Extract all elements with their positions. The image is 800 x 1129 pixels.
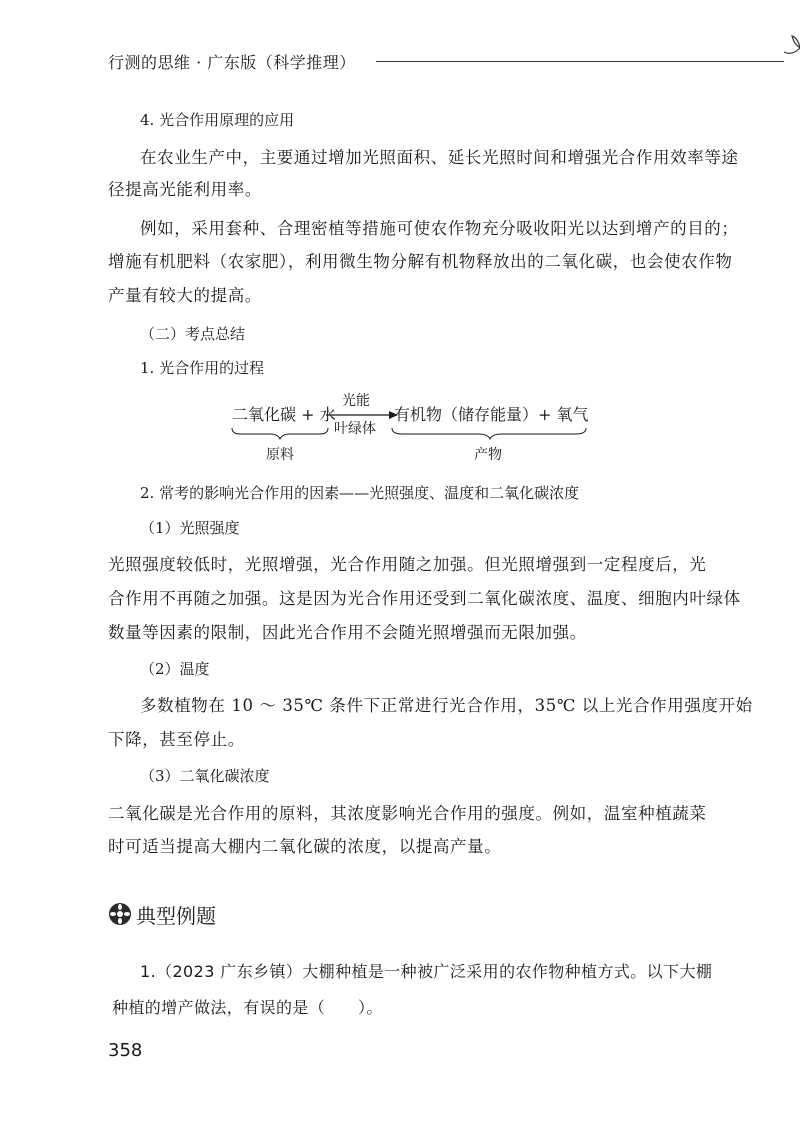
flower-emblem-icon bbox=[108, 902, 132, 926]
photosynthesis-formula bbox=[230, 390, 590, 466]
formula-reactants: 二氧化碳 + 水 bbox=[232, 405, 336, 424]
page-number: 358 bbox=[108, 1040, 143, 1061]
header-rule bbox=[376, 61, 784, 62]
temperature-line1: 多数植物在 10 ～ 35℃ 条件下正常进行光合作用，35℃ 以上光合作用强度开始 bbox=[140, 696, 753, 715]
question1-line2: 种植的增产做法，有误的是（ ）。 bbox=[112, 998, 383, 1017]
examples-title: 典型例题 bbox=[136, 904, 216, 928]
section4-para1-line1: 在农业生产中，主要通过增加光照面积、延长光照时间和增强光合作用效率等途 bbox=[140, 148, 739, 167]
light-line2: 合作用不再随之加强。这是因为光合作用还受到二氧化碳浓度、温度、细胞内叶绿体 bbox=[108, 589, 741, 608]
temperature-line2: 下降，甚至停止。 bbox=[108, 730, 245, 749]
section4-para2-line3: 产量有较大的提高。 bbox=[108, 286, 262, 305]
section4-heading: 4. 光合作用原理的应用 bbox=[140, 111, 295, 129]
header-title: 行测的思维 · 广东版（科学推理） bbox=[108, 53, 356, 72]
formula-reactants-label: 原料 bbox=[266, 447, 294, 463]
co2-line2: 时可适当提高大棚内二氧化碳的浓度，以提高产量。 bbox=[108, 837, 502, 856]
summary-heading: （二）考点总结 bbox=[140, 325, 246, 343]
section4-para2-line1: 例如，采用套种、合理密植等措施可使农作物充分吸收阳光以达到增产的目的； bbox=[140, 219, 739, 238]
formula-condition-bottom: 叶绿体 bbox=[334, 421, 376, 437]
co2-line1: 二氧化碳是光合作用的原料，其浓度影响光合作用的强度。例如，温室种植蔬菜 bbox=[108, 804, 707, 823]
section4-para1-line2: 径提高光能利用率。 bbox=[108, 180, 262, 199]
sprout-icon bbox=[780, 26, 800, 60]
temperature-heading: （2）温度 bbox=[140, 660, 210, 678]
running-header bbox=[108, 44, 708, 74]
formula-products: 有机物（储存能量）+ 氧气 bbox=[394, 405, 589, 424]
formula-condition-top: 光能 bbox=[342, 393, 370, 409]
light-line3: 数量等因素的限制，因此光合作用不会随光照增强而无限加强。 bbox=[108, 623, 587, 642]
co2-heading: （3）二氧化碳浓度 bbox=[140, 767, 270, 785]
light-heading: （1）光照强度 bbox=[140, 519, 240, 537]
formula-products-label: 产物 bbox=[474, 447, 502, 463]
section4-para2-line2: 增施有机肥料（农家肥），利用微生物分解有机物释放出的二氧化碳，也会使农作物 bbox=[108, 252, 733, 271]
summary-item2: 2. 常考的影响光合作用的因素——光照强度、温度和二氧化碳浓度 bbox=[140, 484, 580, 502]
formula-underbraces bbox=[230, 426, 590, 440]
summary-item1: 1. 光合作用的过程 bbox=[140, 359, 265, 377]
light-line1: 光照强度较低时，光照增强，光合作用随之加强。但光照增强到一定程度后，光 bbox=[108, 555, 707, 574]
question1-line1: 1.（2023 广东乡镇）大棚种植是一种被广泛采用的农作物种植方式。以下大棚 bbox=[140, 962, 713, 981]
